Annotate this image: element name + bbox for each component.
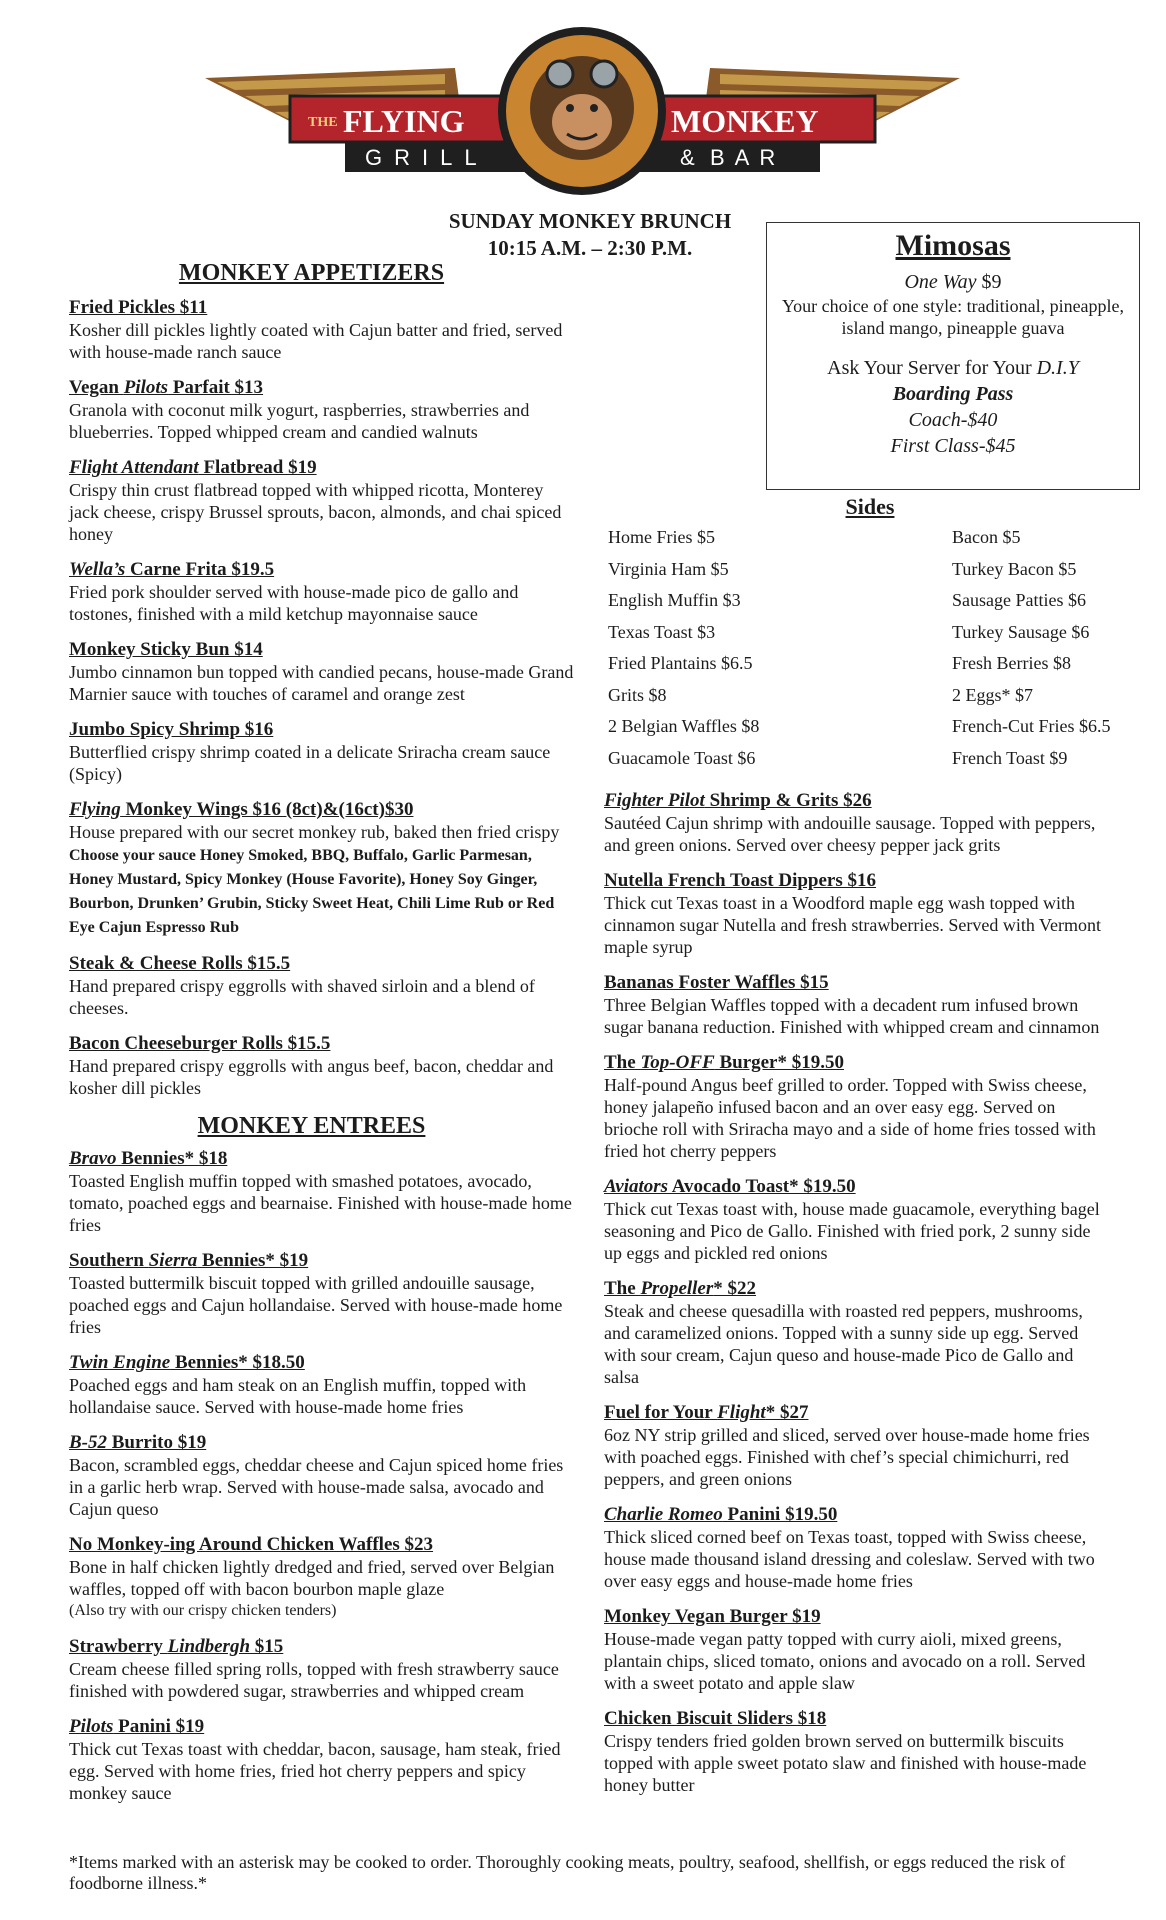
menu-item [604,1606,1104,1694]
menu-item-title-italic: Bravo [69,1148,117,1169]
side-item: Grits $8 [608,684,667,705]
menu-item-title-text: Parfait $13 [168,377,264,398]
menu-item-desc-text: Three Belgian Waffles topped with a decadent rum infused brown sugar banana reduction. Finished with whipped cream and cinnamon [604,995,1100,1037]
menu-item-title-text: Steak & Cheese Rolls $15.5 [69,953,291,974]
menu-item-title-text: No Monkey-ing Around Chicken Waffles $23 [69,1534,434,1555]
menu-item [69,639,574,705]
menu-item-title [69,1432,574,1454]
logo-flying: FLYING [343,103,465,139]
menu-item-desc-text: Sautéed Cajun shrimp with andouille sausage. Topped with peppers, and green onions. Served over cheesy pepper jack grits [604,813,1096,855]
menu-item [604,790,1104,856]
menu-item [604,1504,1104,1592]
menu-item-title-italic: Aviators [604,1176,669,1197]
logo-amp: & [680,145,695,170]
side-item: Fresh Berries $8 [952,653,1071,673]
menu-item-title-text: Nutella French Toast Dippers $16 [604,870,877,891]
menu-item-desc [69,399,574,443]
brunch-title: SUNDAY MONKEY BRUNCH [448,209,732,233]
menu-item-desc-text: Granola with coconut milk yogurt, raspberries, strawberries and blueberries. Topped whipped cream and candied walnuts [69,400,530,442]
mimosas-coach: Coach-$40 [908,409,998,431]
menu-item-title-text: $15 [250,1636,284,1657]
menu-item-desc [604,1730,1104,1796]
side-item: Guacamole Toast $6 [608,747,756,768]
menu-item-desc-text: House prepared with our secret monkey rub, baked then fried crispy [69,822,560,842]
menu-item-title [69,1534,574,1556]
menu-item-title [69,1148,574,1170]
side-item: 2 Belgian Waffles $8 [608,716,760,736]
menu-item-title-italic: Top-OFF [640,1052,715,1073]
side-item: Bacon $5 [952,527,1021,547]
side-item: Turkey Sausage $6 [952,621,1090,642]
menu-item [604,1402,1104,1490]
menu-item [69,953,574,1019]
menu-item [69,1432,574,1520]
menu-item-title-italic: Flight [717,1402,766,1423]
logo-bar: BAR [710,145,786,170]
menu-item-desc [604,1074,1104,1162]
sides-heading: Sides [845,494,895,519]
menu-item-desc-text: Toasted buttermilk biscuit topped with grilled andouille sausage, poached eggs and Cajun hollandaise. Served with house-made home fries [69,1273,563,1337]
menu-item-desc [604,1424,1104,1490]
menu-item-title-text: Jumbo Spicy Shrimp $16 [69,719,274,740]
left-column [69,260,574,1818]
side-item: Turkey Bacon $5 [952,558,1077,579]
menu-item-title [69,297,574,319]
menu-item-desc [69,1272,574,1338]
menu-item-desc-text: Thick cut Texas toast with cheddar, bacon, sausage, ham steak, fried egg. Served with home fries, fried hot cherry peppers and spicy monkey sauce [69,1739,561,1803]
menu-item [604,870,1104,958]
mimosas-one-way [767,269,1139,295]
menu-item-title-italic: Lindbergh [167,1636,251,1657]
sides-col-right [952,522,1110,774]
menu-item-desc [69,661,574,705]
menu-item-title [69,1716,574,1738]
mimosas-boarding: Boarding Pass [892,383,1014,405]
logo-monkey: MONKEY [671,103,819,139]
menu-item [604,1278,1104,1388]
menu-item-title-text: Bananas Foster Waffles $15 [604,972,829,993]
menu-item-title-italic: Flying [69,799,121,820]
menu-item-title-italic: B-52 [69,1432,107,1453]
flying-monkey-logo [205,26,960,196]
menu-item-title-prefix: The [604,1052,641,1073]
menu-item-desc-text: Butterflied crispy shrimp coated in a delicate Sriracha cream sauce (Spicy) [69,742,551,784]
right-column [604,790,1104,1810]
menu-item-title-prefix: Vegan [69,377,124,398]
brunch-hours: 10:15 A.M. – 2:30 P.M. [487,236,693,260]
menu-item-title-text: Shrimp & Grits $26 [704,790,872,811]
mimosas-one-way-label: One Way [904,271,977,293]
menu-item-desc-text: Jumbo cinnamon bun topped with candied pecans, house-made Grand Marnier sauce with touches of caramel and orange zest [69,662,574,704]
side-item: French Toast $9 [952,747,1068,768]
menu-item-title-text: Burger* $19.50 [714,1052,844,1073]
menu-item-desc-text: House-made vegan patty topped with curry aioli, mixed greens, plantain chips, sliced tomato, onions and avocado on a roll. Served with a sweet potato and apple slaw [604,1629,1086,1693]
footnote: *Items marked with an asterisk may be cooked to order. Thoroughly cooking meats, poultry, seafood, shellfish, or eggs reduced the risk of foodborne illness.* [69,1852,1066,1893]
appetizers-list [69,297,574,1099]
menu-item-title-text: Bennies* $18.50 [170,1352,305,1373]
menu-item-desc [69,741,574,785]
menu-item [69,799,574,939]
menu-item-desc-text: Steak and cheese quesadilla with roasted red peppers, mushrooms, and caramelized onions. Topped with a sunny side up egg. Served with sour cream, Cajun queso and house-made Pico de Gallo and salsa [604,1301,1083,1387]
wing-sauce-options: Choose your sauce Honey Smoked, BBQ, Buffalo, Garlic Parmesan, Honey Mustard, Spicy Monkey (House Favorite), Honey Soy Ginger, Bourbon, Drunken’ Grubin, Sticky Sweet Heat, Chili Lime Rub or Red Eye Cajun Espresso Rub [69,847,555,936]
menu-item-title [69,1636,574,1658]
menu-item-title [69,799,574,821]
menu-item-desc [69,479,574,545]
menu-item-title [604,870,1104,892]
menu-item [69,719,574,785]
menu-item-title-text: Carne Frita $19.5 [125,559,275,580]
menu-item-note: (Also try with our crispy chicken tenders) [69,1602,337,1619]
menu-item-title [604,1278,1104,1300]
menu-item-desc [69,1055,574,1099]
menu-item-title [69,1250,574,1272]
menu-item [69,1534,574,1622]
menu-item-title-prefix: Fuel for Your [604,1402,718,1423]
side-item: Sausage Patties $6 [952,590,1086,610]
side-item: Texas Toast $3 [608,621,716,642]
menu-item-title-italic: Sierra [148,1250,198,1271]
logo-the: THE [308,115,338,130]
menu-item-title-text: Panini $19.50 [722,1504,838,1525]
menu-item-title-text: Flatbread $19 [198,457,317,478]
menu-item [69,1033,574,1099]
menu-item-title [69,1352,574,1374]
menu-item-title-italic: Charlie Romeo [604,1504,723,1525]
menu-item-desc [604,994,1104,1038]
menu-item-title-text: Panini $19 [113,1716,205,1737]
mimosas-ask-text: Ask Your Server for Your [827,357,1032,379]
menu-item-desc [604,892,1104,958]
menu-item [69,297,574,363]
entrees-left-list [69,1148,574,1804]
mimosas-title: Mimosas [895,229,1011,262]
menu-item-desc-text: Hand prepared crispy eggrolls with angus beef, bacon, cheddar and kosher dill pickles [69,1056,554,1098]
menu-item [69,1250,574,1338]
brunch-header [395,208,785,262]
menu-item-title-italic: Propeller [640,1278,714,1299]
menu-item-desc [604,1300,1104,1388]
menu-item-desc-text: Crispy tenders fried golden brown served on buttermilk biscuits topped with apple sweet potato slaw and finished with house-made honey butter [604,1731,1087,1795]
side-item: Virginia Ham $5 [608,558,729,579]
menu-item-title-text: Monkey Vegan Burger $19 [604,1606,821,1627]
menu-item-title-italic: Fighter Pilot [604,790,705,811]
menu-item-title-text: Bennies* $18 [116,1148,228,1169]
menu-item-title-italic: Pilots [123,377,169,398]
menu-item-title-text: Burrito $19 [107,1432,207,1453]
side-item: Fried Plantains $6.5 [608,653,753,673]
menu-item-desc-text: Fried pork shoulder served with house-made pico de gallo and tostones, finished with a mild ketchup mayonnaise sauce [69,582,519,624]
menu-item-desc-text: Crispy thin crust flatbread topped with whipped ricotta, Monterey jack cheese, crispy Brussel sprouts, bacon, almonds, and chai spiced honey [69,480,562,544]
mimosas-one-way-price: $9 [981,271,1002,293]
menu-item [604,1052,1104,1162]
menu-item-title-italic: Wella’s [69,559,126,580]
side-item: French-Cut Fries $6.5 [952,716,1111,736]
menu-item-title-text: Monkey Wings $16 (8ct)&(16ct)$30 [120,799,414,820]
menu-item-desc-text: Poached eggs and ham steak on an English muffin, topped with hollandaise sauce. Served with house-made home fries [69,1375,527,1417]
menu-item-desc-text: Thick cut Texas toast with, house made guacamole, everything bagel seasoning and Pico de Gallo. Finished with fried pork, 2 sunny side up eggs and pickled red onions [604,1199,1100,1263]
menu-item [69,457,574,545]
menu-item [69,1636,574,1702]
mimosas-first-class: First Class-$45 [890,435,1016,457]
menu-item-desc [69,1658,574,1702]
menu-item-title-text: Fried Pickles $11 [69,297,208,318]
menu-item [69,1716,574,1804]
menu-item [69,559,574,625]
menu-item-title-text: Monkey Sticky Bun $14 [69,639,263,660]
menu-item-title-text: Avocado Toast* $19.50 [668,1176,856,1197]
menu-item-title [604,1606,1104,1628]
menu-item-desc-text: Hand prepared crispy eggrolls with shaved sirloin and a blend of cheeses. [69,976,535,1018]
menu-item [604,1708,1104,1796]
appetizers-heading: MONKEY APPETIZERS [178,260,445,286]
menu-item-title-text: * $27 [765,1402,809,1423]
mimosas-diy: D.I.Y [1036,357,1079,379]
side-item: Home Fries $5 [608,527,715,547]
menu-item-title [69,377,574,399]
menu-item-desc [604,812,1104,856]
goggle-left [547,61,573,87]
mimosas-ask [767,355,1139,381]
menu-item-title [69,559,574,581]
menu-item-title [604,1052,1104,1074]
mimosas-box [766,222,1140,490]
menu-item-desc-text: Half-pound Angus beef grilled to order. Topped with Swiss cheese, honey jalapeño infused bacon and an over easy egg. Served on brioche roll with Sriracha mayo and a side of home fries tossed with fried hot cherry peppers [604,1075,1096,1161]
menu-item-desc-text: Kosher dill pickles lightly coated with Cajun batter and fried, served with house-made ranch sauce [69,320,563,362]
entrees-right-list [604,790,1104,1796]
menu-item-title-text: Bennies* $19 [197,1250,309,1271]
menu-item-desc-text: 6oz NY strip grilled and sliced, served over house-made home fries with poached eggs. Finished with chef’s special chimichurri, red peppers, and green onions [604,1425,1090,1489]
menu-item-title [604,1176,1104,1198]
menu-item-desc [69,319,574,363]
menu-item-desc [69,1556,574,1622]
entrees-heading: MONKEY ENTREES [197,1113,426,1139]
menu-item [69,1352,574,1418]
menu-item-title-prefix: Southern [69,1250,149,1271]
logo-grill: GRILL [365,145,489,170]
menu-item-title-prefix: Strawberry [69,1636,168,1657]
menu-item-desc [69,821,574,939]
menu-item-desc-text: Bone in half chicken lightly dredged and fried, served over Belgian waffles, topped off with bacon bourbon maple glaze [69,1557,555,1599]
mimosas-desc: Your choice of one style: traditional, pineapple, island mango, pineapple guava [781,296,1125,338]
goggle-right [591,61,617,87]
menu-item-desc [69,975,574,1019]
menu-item-desc [604,1628,1104,1694]
menu-item [69,1148,574,1236]
menu-item-desc [604,1526,1104,1592]
menu-item-title [69,1033,574,1055]
menu-item-desc [69,1454,574,1520]
menu-item-title-italic: Pilots [69,1716,114,1737]
menu-item [604,1176,1104,1264]
menu-item-title [604,1402,1104,1424]
menu-item-title-italic: Flight Attendant [69,457,199,478]
side-item: 2 Eggs* $7 [952,684,1033,705]
menu-item-desc [69,1170,574,1236]
menu-item-title [604,1504,1104,1526]
sides-col-left [608,522,759,774]
menu-item-title [604,972,1104,994]
menu-item-desc-text: Toasted English muffin topped with smashed potatoes, avocado, tomato, poached eggs and bearnaise. Finished with house-made home fries [69,1171,572,1235]
menu-item-title [69,953,574,975]
menu-item-desc [69,581,574,625]
menu-item-title [604,790,1104,812]
menu-item-desc [69,1738,574,1804]
menu-item [604,972,1104,1038]
menu-item-desc-text: Cream cheese filled spring rolls, topped with fresh strawberry sauce finished with powdered sugar, strawberries and whipped cream [69,1659,559,1701]
menu-item-title [69,639,574,661]
menu-item-desc-text: Bacon, scrambled eggs, cheddar cheese and Cajun spiced home fries in a garlic herb wrap. Served with house-made salsa, avocado and Cajun queso [69,1455,564,1519]
menu-item [69,377,574,443]
menu-item-title [69,457,574,479]
menu-item-desc-text: Thick sliced corned beef on Texas toast, topped with Swiss cheese, house made thousand island dressing and coleslaw. Served with two over easy eggs and house-made home fries [604,1527,1095,1591]
menu-item-title [604,1708,1104,1730]
menu-item-desc-text: Thick cut Texas toast in a Woodford maple egg wash topped with cinnamon sugar Nutella and fresh strawberries. Served with Vermont maple syrup [604,893,1102,957]
menu-item-title-text: Bacon Cheeseburger Rolls $15.5 [69,1033,331,1054]
side-item: English Muffin $3 [608,590,741,610]
menu-item-title-text: * $22 [713,1278,757,1299]
menu-item-desc [69,1374,574,1418]
menu-item-desc [604,1198,1104,1264]
menu-item-title [69,719,574,741]
menu-item-title-prefix: The [604,1278,641,1299]
menu-item-title-italic: Twin Engine [69,1352,171,1373]
menu-item-title-text: Chicken Biscuit Sliders $18 [604,1708,827,1729]
